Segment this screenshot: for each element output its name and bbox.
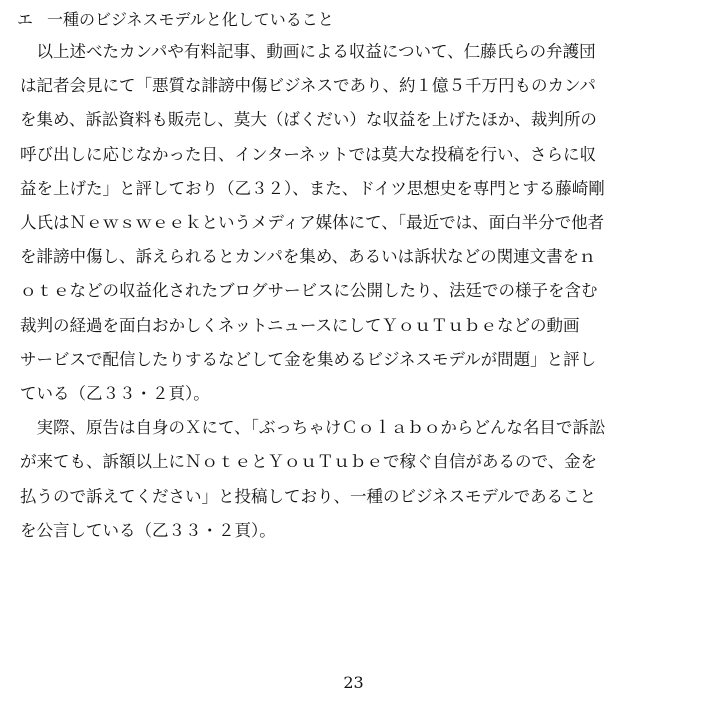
body-line: 払うので訴えてください」と投稿しており、一種のビジネスモデルであること (20, 487, 597, 506)
body-line: を公言している（乙３３・２頁）。 (20, 521, 276, 540)
body-line: を集め、訴訟資料も販売し、莫大（ばくだい）な収益を上げたほか、裁判所の (20, 110, 597, 129)
body-line: が来ても、訴額以上にＮｏｔｅとＹｏｕＴｕｂｅで稼ぐ自信があるので、金を (20, 452, 598, 471)
body-line: 実際、原告は自身のＸにて、「ぶっちゃけＣｏｌａｂｏからどんな名目で訴訟 (20, 418, 606, 437)
body-line: を誹謗中傷し、訴えられるとカンパを集め、あるいは訴状などの関連文書をｎ (20, 247, 596, 266)
page-number: 23 (343, 673, 364, 692)
body-line: ｏｔｅなどの収益化されたブログサービスに公開したり、法廷での様子を含む (20, 281, 598, 300)
body-line: ている（乙３３・２頁）。 (20, 384, 210, 403)
body-line: は記者会見にて「悪質な誹謗中傷ビジネスであり、約１億５千万円ものカンパ (20, 76, 596, 95)
section-heading (17, 8, 334, 32)
body-line: 益を上げた」と評しており（乙３２）、また、ドイツ思想史を専門とする藤崎剛 (20, 179, 605, 198)
body-line: 呼び出しに応じなかった日、インターネットでは莫大な投稿を行い、さらに収 (20, 145, 597, 164)
body-line: サービスで配信したりするなどして金を集めるビジネスモデルが問題」と評し (20, 350, 597, 369)
body-line: 以上述べたカンパや有料記事、動画による収益について、仁藤氏らの弁護団 (20, 42, 596, 61)
body-line: 裁判の経過を面白おかしくネットニュースにしてＹｏｕＴｕｂｅなどの動画 (20, 316, 580, 335)
section-marker: エ (17, 10, 34, 29)
section-title: 一種のビジネスモデルと化していること (47, 10, 334, 29)
body-line: 人氏はＮｅｗｓｗｅｅｋというメディア媒体にて、「最近では、面白半分で他者 (20, 213, 605, 232)
